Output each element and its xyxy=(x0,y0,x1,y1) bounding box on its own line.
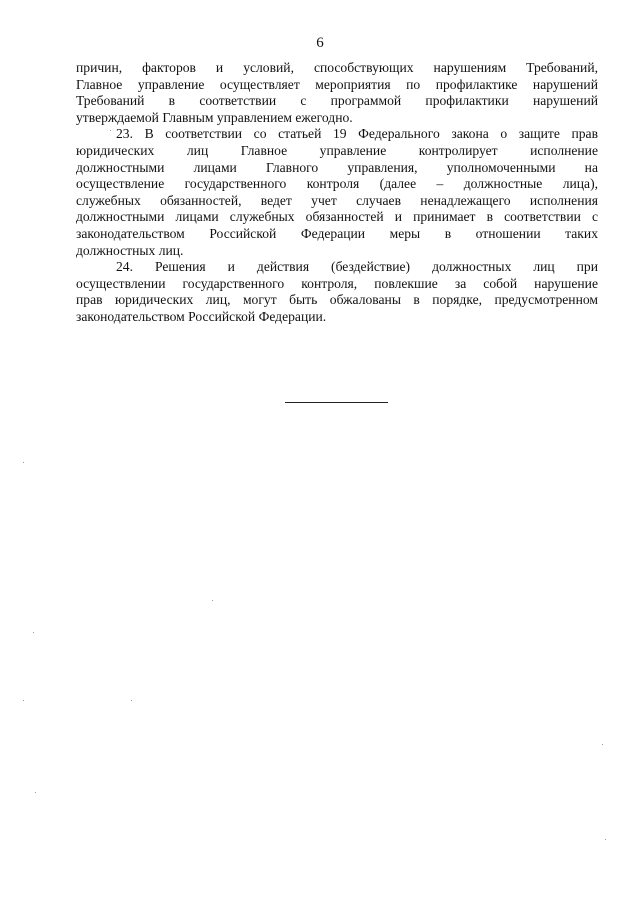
text-line: Требований в соответствии с программой профилактики нарушений xyxy=(76,93,598,109)
scan-speck xyxy=(23,462,24,463)
document-body xyxy=(76,60,598,326)
text-line: осуществление государственного контроля (далее – должностные лица), xyxy=(76,176,598,192)
text-line: юридических лиц Главное управление контролирует исполнение xyxy=(76,142,598,158)
text-line: утверждаемой Главным управлением ежегодно. xyxy=(76,109,353,125)
scan-speck xyxy=(605,839,606,840)
end-separator-line xyxy=(285,402,388,403)
scan-speck xyxy=(23,700,24,701)
text-line: причин, факторов и условий, способствующих нарушениям Требований, xyxy=(76,60,598,75)
paragraph-prevention xyxy=(76,60,598,126)
paragraph-24 xyxy=(76,259,598,325)
page-number: 6 xyxy=(316,35,324,51)
text-line: должностными лицами Главного управления, уполномоченными на xyxy=(76,159,598,175)
text-line: служебных обязанностей, ведет учет случаев ненадлежащего исполнения xyxy=(76,192,598,208)
scan-speck xyxy=(212,600,213,601)
scan-speck xyxy=(35,792,36,793)
scan-speck xyxy=(33,632,34,633)
text-line: должностными лицами служебных обязанностей и принимает в соответствии с xyxy=(76,209,598,225)
text-line: осуществлении государственного контроля, повлекшие за собой нарушение xyxy=(76,275,598,291)
text-line: законодательством Российской Федерации меры в отношении таких xyxy=(76,225,598,241)
text-line: 24. Решения и действия (бездействие) должностных лиц при xyxy=(116,259,598,275)
text-line: должностных лиц. xyxy=(76,242,184,258)
text-line: прав юридических лиц, могут быть обжалованы в порядке, предусмотренном xyxy=(76,292,598,308)
scan-speck xyxy=(110,130,111,131)
text-line: 23. В соответствии со статьей 19 Федерального закона о защите прав xyxy=(116,126,598,142)
text-line: законодательством Российской Федерации. xyxy=(76,308,327,324)
text-line: Главное управление осуществляет мероприятия по профилактике нарушений xyxy=(76,76,598,92)
scan-speck xyxy=(602,744,603,745)
scan-speck xyxy=(131,700,132,701)
paragraph-23 xyxy=(76,126,598,259)
